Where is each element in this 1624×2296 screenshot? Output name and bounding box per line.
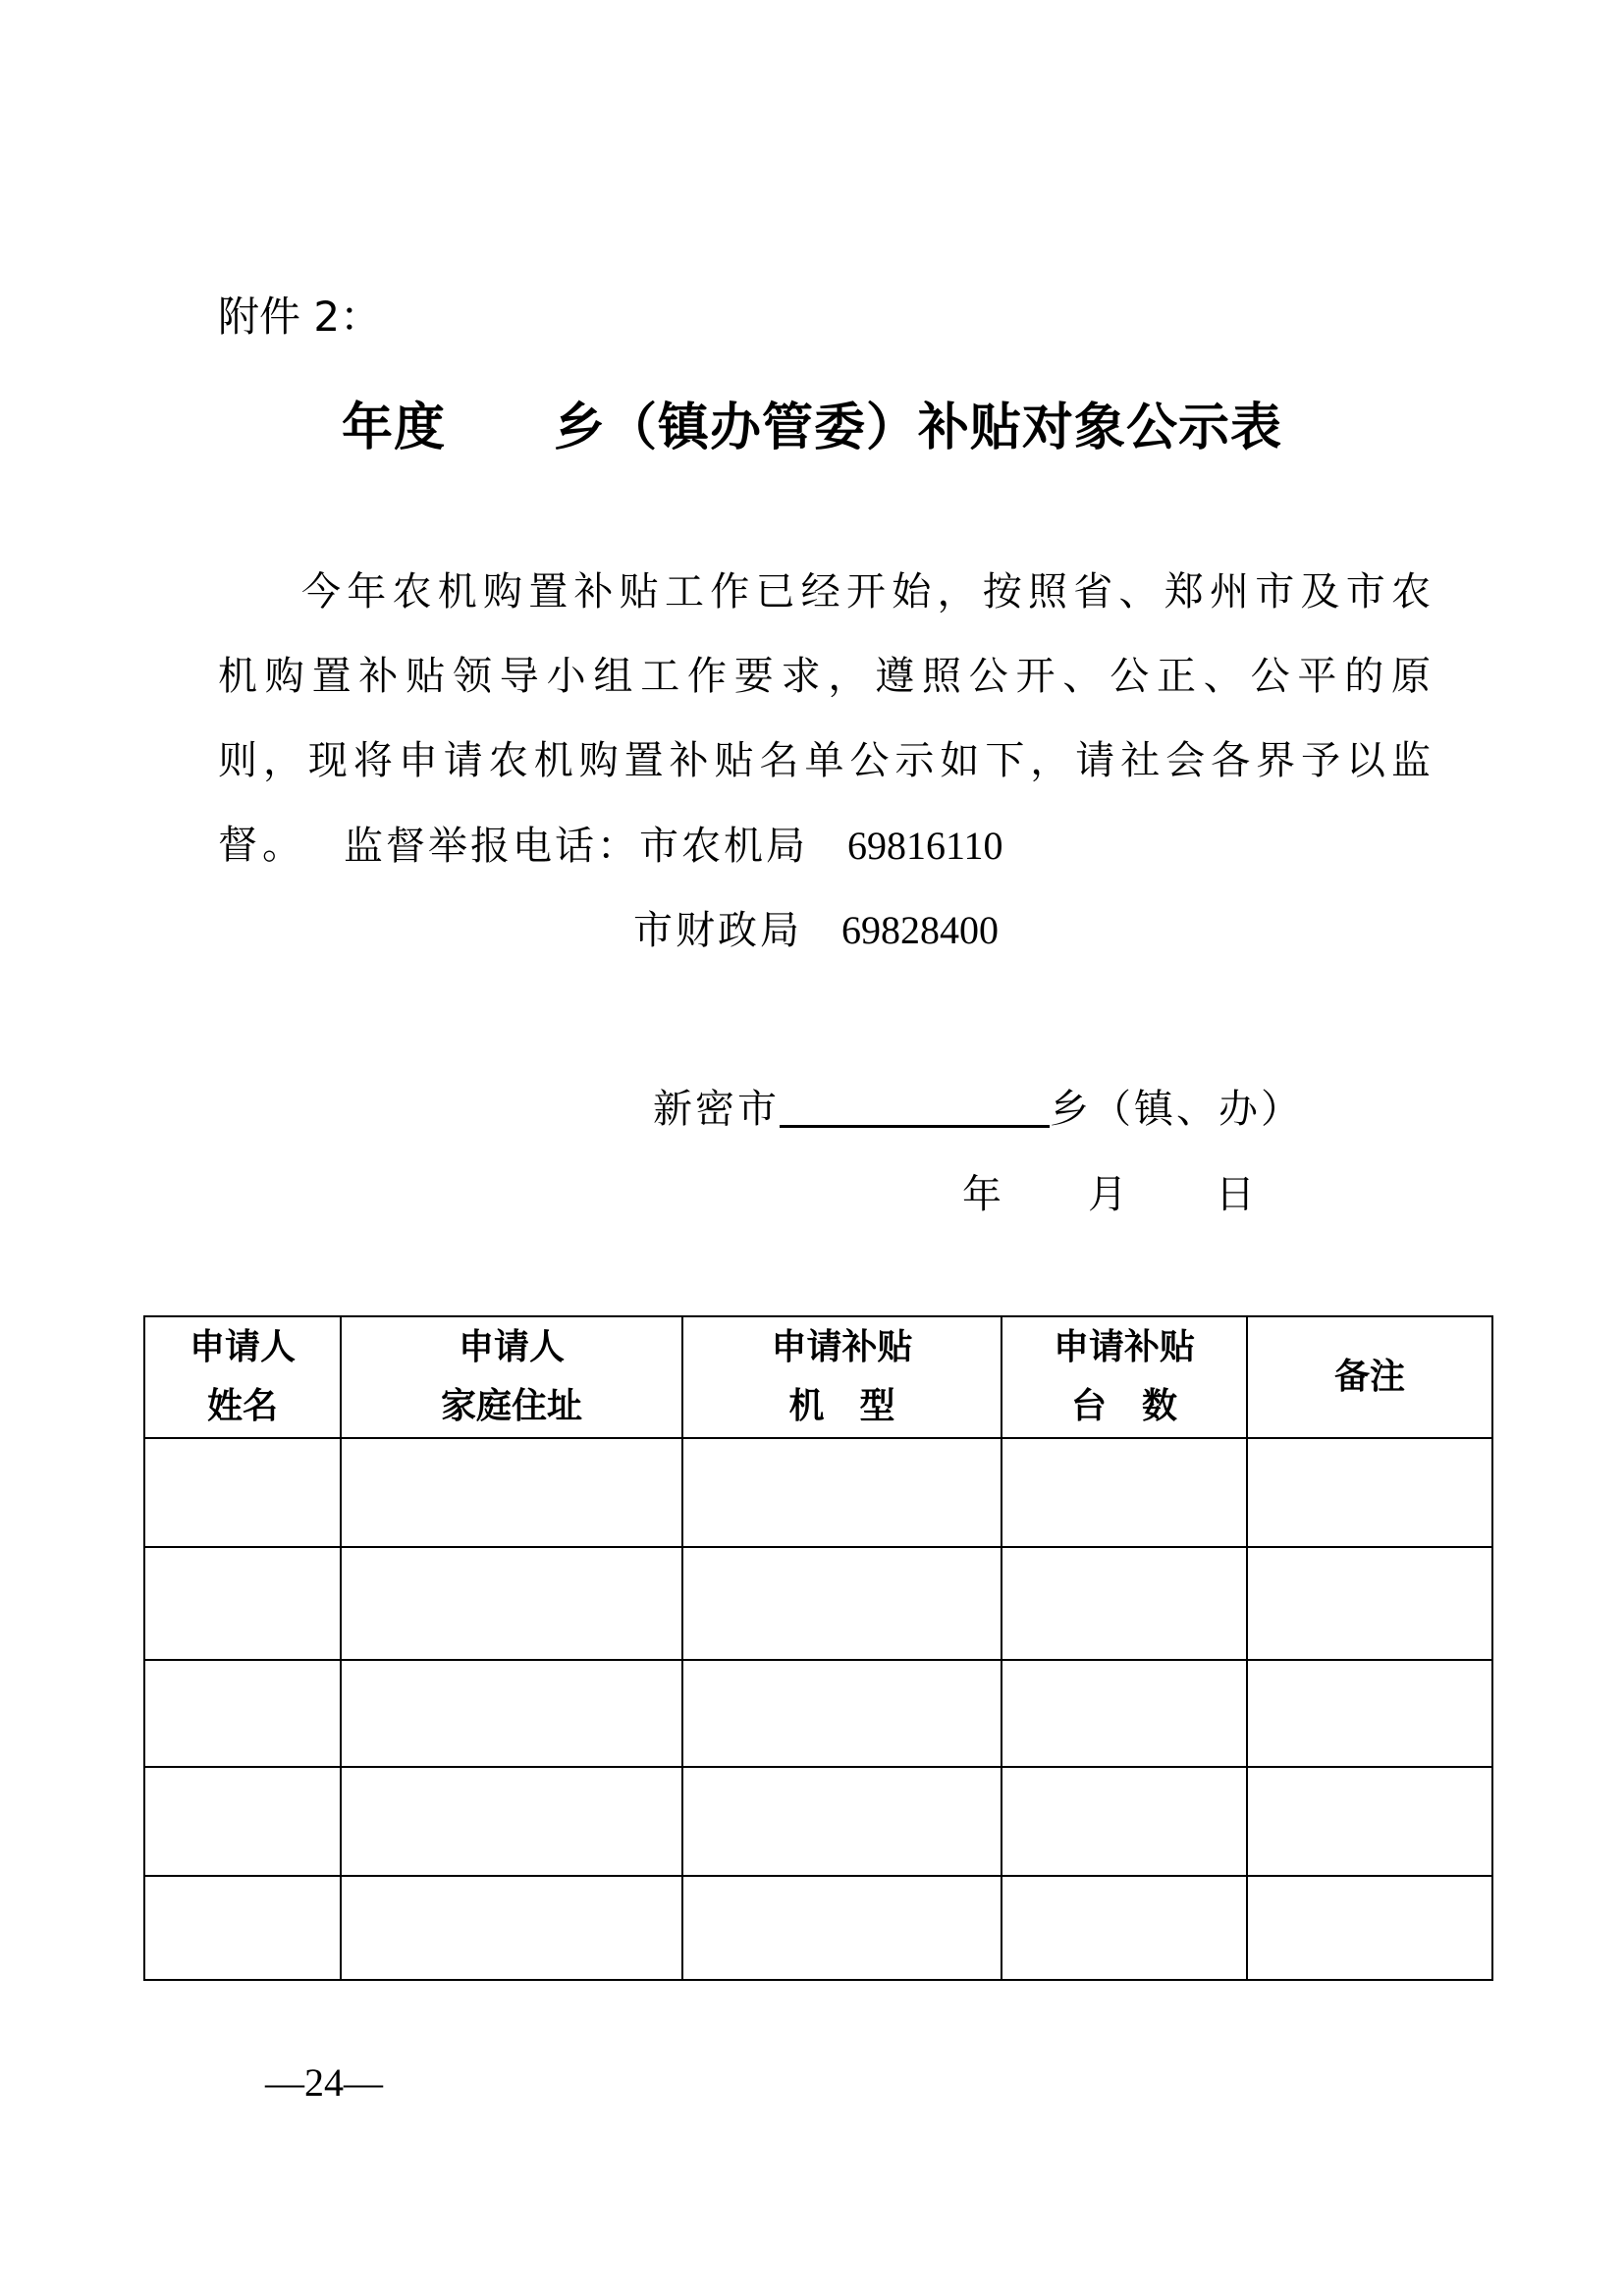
signature-blank	[780, 1086, 1050, 1128]
header-quantity-line2: 台 数	[1070, 1386, 1177, 1426]
table-cell	[682, 1660, 1001, 1767]
applicant-table	[143, 1315, 1493, 1981]
table-cell	[1001, 1438, 1247, 1547]
header-model-line2: 机 型	[788, 1386, 895, 1426]
date-month: 月	[1088, 1172, 1127, 1217]
hotline-number-1: 69816110	[847, 824, 1003, 868]
hotline-line-1	[344, 815, 1003, 871]
table-cell	[144, 1767, 341, 1876]
table-cell	[1247, 1438, 1492, 1547]
header-name	[144, 1316, 341, 1438]
table-cell	[682, 1767, 1001, 1876]
table-cell	[1247, 1547, 1492, 1660]
hotline-agency-2: 市财政局	[633, 908, 802, 953]
table-cell	[341, 1660, 682, 1767]
header-address-line1: 申请人	[458, 1327, 565, 1367]
table-cell	[1001, 1767, 1247, 1876]
header-address	[341, 1316, 682, 1438]
table-cell	[341, 1876, 682, 1980]
header-quantity	[1001, 1316, 1247, 1438]
table-cell	[682, 1438, 1001, 1547]
table-cell	[682, 1876, 1001, 1980]
table-row	[144, 1547, 1492, 1660]
title-main: 乡（镇办管委）补贴对象公示表	[554, 399, 1283, 457]
table-cell	[144, 1660, 341, 1767]
notice-paragraph: 今年农机购置补贴工作已经开始，按照省、郑州市及市农机购置补贴领导小组工作要求，遵照公开、公正、公平的原则，现将申请农机购置补贴名单公示如下，请社会各界予以监督。	[218, 569, 1435, 868]
date-day: 日	[1216, 1172, 1255, 1217]
header-quantity-line1: 申请补贴	[1053, 1327, 1195, 1367]
hotline-number-2: 69828400	[841, 908, 999, 952]
header-model-line1: 申请补贴	[771, 1327, 913, 1367]
table-row	[144, 1660, 1492, 1767]
table-row	[144, 1438, 1492, 1547]
signature-line	[653, 1078, 1303, 1134]
table-cell	[1247, 1876, 1492, 1980]
table-cell	[341, 1547, 682, 1660]
signature-prefix: 新密市	[653, 1087, 780, 1132]
header-name-line2: 姓名	[206, 1386, 278, 1426]
table-cell	[1001, 1876, 1247, 1980]
table-cell	[1247, 1767, 1492, 1876]
table-cell	[144, 1876, 341, 1980]
table-row	[144, 1767, 1492, 1876]
table-cell	[144, 1547, 341, 1660]
header-remarks	[1247, 1316, 1492, 1438]
title-year: 年度	[341, 399, 446, 457]
header-name-line1: 申请人	[189, 1327, 296, 1367]
table-cell	[341, 1767, 682, 1876]
hotline-agency-1: 市农机局	[639, 824, 808, 869]
attachment-label: 附件 2：	[218, 293, 382, 341]
page-title	[0, 386, 1624, 459]
date-line	[962, 1163, 1255, 1219]
table-cell	[1001, 1547, 1247, 1660]
table-cell	[682, 1547, 1001, 1660]
header-remarks-line1: 备注	[1333, 1357, 1405, 1397]
signature-suffix: 乡（镇、办）	[1050, 1087, 1303, 1132]
header-address-line2: 家庭住址	[440, 1386, 582, 1426]
date-year: 年	[962, 1172, 1001, 1217]
table-cell	[144, 1438, 341, 1547]
hotline-line-2	[633, 899, 999, 955]
hotline-label: 监督举报电话：	[344, 824, 639, 869]
page-number: —24—	[265, 2060, 383, 2105]
table-cell	[1247, 1660, 1492, 1767]
table-cell	[1001, 1660, 1247, 1767]
table-row	[144, 1876, 1492, 1980]
table-cell	[341, 1438, 682, 1547]
header-model	[682, 1316, 1001, 1438]
table-header-row	[144, 1316, 1492, 1438]
